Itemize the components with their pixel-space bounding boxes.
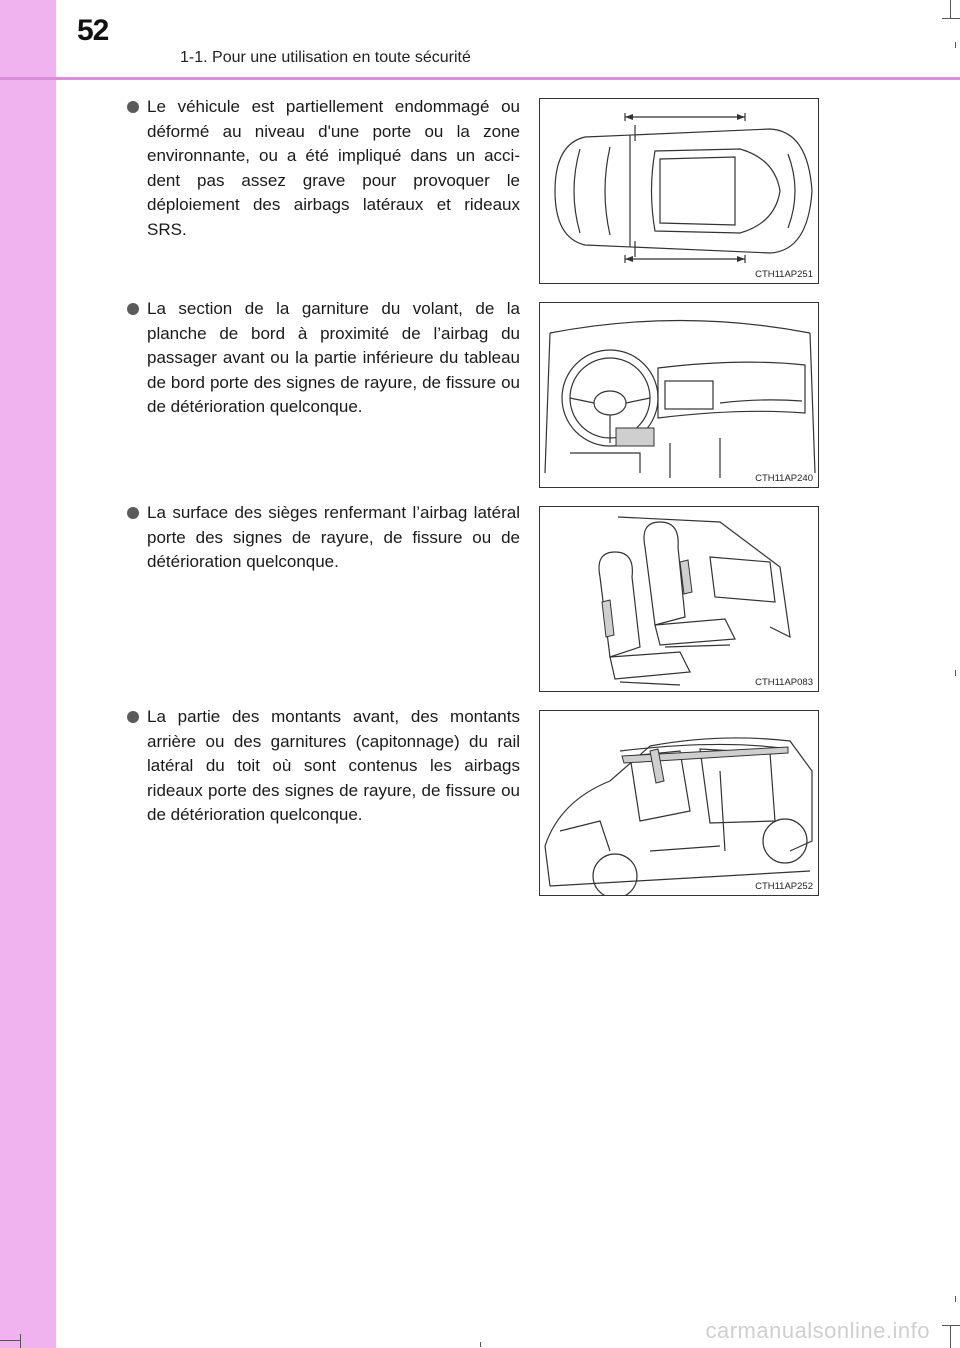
list-item xyxy=(127,95,520,243)
figure-code: CTH11AP083 xyxy=(755,677,813,688)
item-text: La section de la garniture du volant, de la planche de bord à proximité de l’airbag du passager avant ou la partie inférieure du tableau de bord porte des signes de rayure, de fissure ou de détérioration quelconque. xyxy=(147,299,520,417)
figure-dashboard xyxy=(539,302,819,488)
crop-mark xyxy=(942,18,960,19)
crop-mark xyxy=(955,1296,956,1302)
side-color-band xyxy=(0,0,56,1348)
crop-mark xyxy=(950,0,951,18)
list-item xyxy=(127,705,520,828)
figure-code: CTH11AP252 xyxy=(755,881,813,892)
figure-car-side-open xyxy=(539,710,819,896)
car-side-open-illustration xyxy=(540,711,819,896)
bullet-icon xyxy=(127,303,139,315)
list-item xyxy=(127,501,520,575)
figure-seats xyxy=(539,506,819,692)
bullet-icon xyxy=(127,101,139,113)
header-divider xyxy=(0,77,960,80)
watermark: carmanualsonline.info xyxy=(705,1318,930,1343)
item-text: Le véhicule est partiellement endommagé ou déformé au niveau d'une porte ou la zone environnante, ou a été impliqué dans un acci-dent pas assez grave pour provoquer le déploiement des airbags latéraux et rideaux SRS. xyxy=(147,97,520,239)
bullet-icon xyxy=(127,711,139,723)
crop-mark xyxy=(942,1325,960,1326)
item-text: La surface des sièges renfermant l’airbag latéral porte des signes de rayure, de fissure ou de détérioration quelconque. xyxy=(147,503,520,572)
section-title: 1-1. Pour une utilisation en toute sécurité xyxy=(180,49,471,66)
crop-mark xyxy=(20,1334,21,1348)
seats-illustration xyxy=(540,507,819,692)
bullet-icon xyxy=(127,507,139,519)
crop-mark xyxy=(950,1325,951,1348)
list-item xyxy=(127,297,520,420)
crop-mark xyxy=(955,670,956,676)
crop-mark xyxy=(0,1340,20,1341)
car-top-view-illustration xyxy=(540,99,819,284)
crop-mark xyxy=(480,1342,481,1347)
crop-mark xyxy=(955,42,956,48)
figure-code: CTH11AP240 xyxy=(755,473,813,484)
item-text: La partie des montants avant, des montants arrière ou des garnitures (capitonnage) du rail latéral du toit où sont contenus les airbags rideaux porte des signes de rayure, de fissure ou de détérioration quelconque. xyxy=(147,707,520,825)
figure-car-top-view xyxy=(539,98,819,284)
page-number: 52 xyxy=(77,14,109,47)
figure-code: CTH11AP251 xyxy=(755,269,813,280)
dashboard-illustration xyxy=(540,303,819,488)
